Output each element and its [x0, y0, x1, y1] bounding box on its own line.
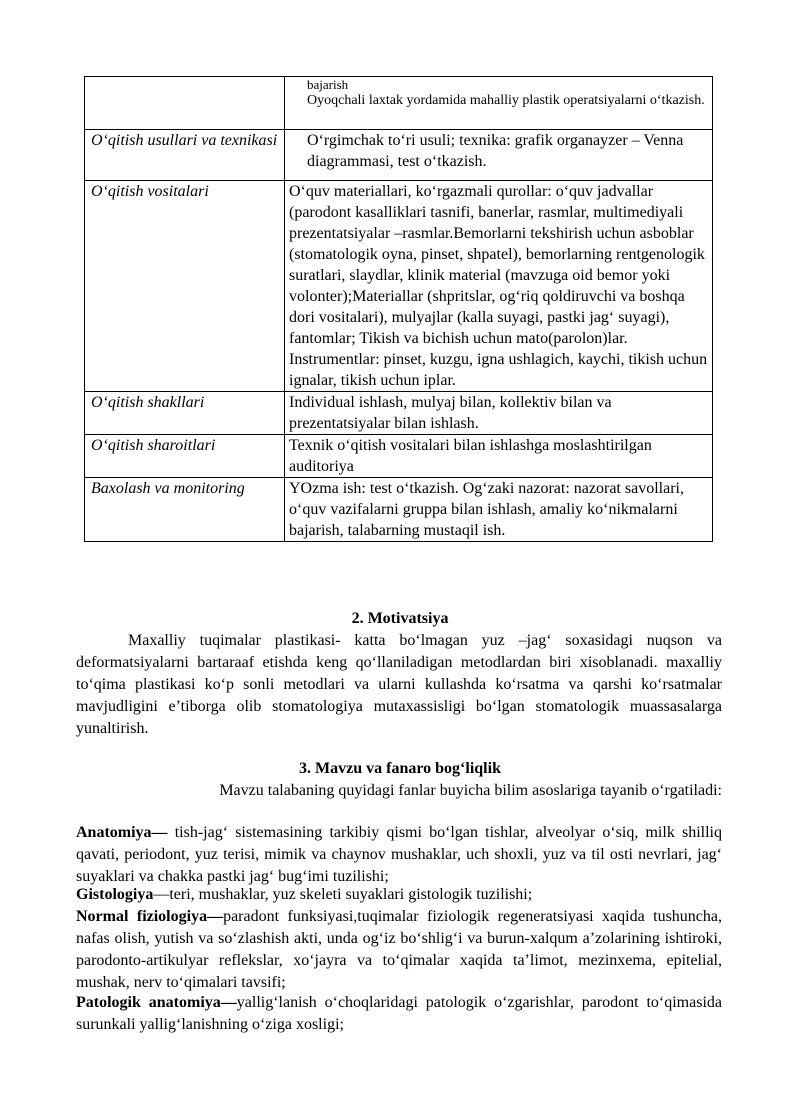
subject-term: Gistologiya — [76, 886, 154, 903]
subject-item-histology — [76, 884, 722, 906]
subject-item-anatomy — [76, 822, 722, 888]
section-heading-motivation: 2. Motivatsiya — [351, 610, 449, 627]
subject-item-physiology — [76, 906, 722, 994]
subject-item-pathology — [76, 992, 722, 1036]
row-continuation-line: bajarish — [307, 77, 349, 92]
table-row — [85, 77, 713, 130]
subject-description: paradont funksiyasi,tuqimalar fiziologik regeneratsiyasi xaqida tushuncha, nafas olish, yutish va so‘zlashish akti, unda og‘iz bo‘shlig‘i va burun-xalqum a’zolarining ishtiroki, parodonto-artikulyar reflekslar, xo‘jayra va to‘qimalar xaqida ta’limot, mezinxema, epitelial, mushak, nerv to‘qimalari tavsifi; — [76, 908, 723, 991]
row-label: Baxolash va monitoring — [85, 478, 285, 542]
row-label: O‘qitish shakllari — [85, 392, 285, 435]
motivation-paragraph: Maxalliy tuqimalar plastikasi- katta bo‘lmagan yuz –jag‘ soxasidagi nuqson va deformatsiyalarni bartaraaf etishda keng qo‘llaniladigan metodlardan biri xisoblanadi. maxalliy to‘qima plastikasi ko‘p sonli metodlari va ularni kullashda ko‘rsatma va qarshi ko‘rsatmalar mavjudligini e’tiborga olib stomatologiya mutaxassisligi bo‘lgan stomatologik muassasalarga yunaltirish. — [76, 632, 722, 737]
table-row — [85, 181, 713, 392]
row-value: O‘quv materiallari, ko‘rgazmali qurollar: o‘quv jadvallar (parodont kasalliklari tasnifi, banerlar, rasmlar, multimediyali prezentatsiyalar –rasmlar.Bemorlarni tekshirish uchun asboblar (stomatologik oyna, pinset, shpatel), bemorlarning rentgenologik suratlari, slaydlar, klinik material (mavzuga oid bemor yoki volonter);Materiallar (shpritslar, og‘riq qoldiruvchi va boshqa dori vositalari), mulyajlar (kalla suyagi, pastki jag‘ suyagi), fantomlar; Tikish va bichish uchun mato(parolon)lar. Instrumentlar: pinset, kuzgu, igna ushlagich, kaychi, tikish uchun ignalar, tikish uchun iplar. — [285, 181, 713, 392]
table-cell-empty — [85, 77, 285, 130]
row-value: Individual ishlash, mulyaj bilan, kollektiv bilan va prezentatsiyalar bilan ishlash. — [285, 392, 713, 435]
row-value: O‘rgimchak to‘ri usuli; texnika: grafik organayzer – Venna diagrammasi, test o‘tkazish. — [285, 130, 713, 181]
row-continuation-text: Oyoqchali laxtak yordamida mahalliy plastik operatsiyalarni o‘tkazish. — [307, 93, 705, 108]
row-label: O‘qitish usullari va texnikasi — [85, 130, 285, 181]
section-heading-interdisciplinary: 3. Mavzu va fanaro bog‘liqlik — [299, 760, 501, 777]
row-value: YOzma ish: test o‘tkazish. Og‘zaki nazorat: nazorat savollari, o‘quv vazifalarni gruppa bilan ishlash, amaliy ko‘nikmalarni bajarish, talabarning mustaqil ish. — [285, 478, 713, 542]
table-row — [85, 130, 713, 181]
interdisciplinary-intro: Mavzu talabaning quyidagi fanlar buyicha bilim asoslariga tayanib o‘rgatiladi: — [219, 782, 722, 799]
subject-term: Patologik anatomiya— — [76, 994, 237, 1011]
subject-term: Anatomiya— — [76, 824, 168, 841]
subject-description: —teri, mushaklar, yuz skeleti suyaklari gistologik tuzilishi; — [153, 886, 533, 903]
subject-description: yallig‘lanish o‘choqlaridagi patologik o‘zgarishlar, parodont to‘qimasida surunkali yallig‘lanishning o‘ziga xosligi; — [76, 994, 722, 1033]
subject-term: Normal fiziologiya— — [76, 908, 224, 925]
table-row — [85, 478, 713, 542]
row-label: O‘qitish sharoitlari — [85, 435, 285, 478]
table-row — [85, 392, 713, 435]
methods-table — [84, 76, 713, 542]
row-label: O‘qitish vositalari — [85, 181, 285, 392]
subject-description: tish-jag‘ sistemasining tarkibiy qismi bo‘lgan tishlar, alveolyar o‘siq, milk shilliq qavati, periodont, yuz terisi, mimik va chaynov mushaklar, uch shoxli, yuz va til osti nevrlari, jag‘ suyaklari va chakka pastki jag‘ bug‘imi tuzilishi; — [76, 824, 722, 885]
table-row — [85, 435, 713, 478]
table-cell-value — [285, 77, 713, 130]
row-value: Texnik o‘qitish vositalari bilan ishlashga moslashtirilgan auditoriya — [285, 435, 713, 478]
